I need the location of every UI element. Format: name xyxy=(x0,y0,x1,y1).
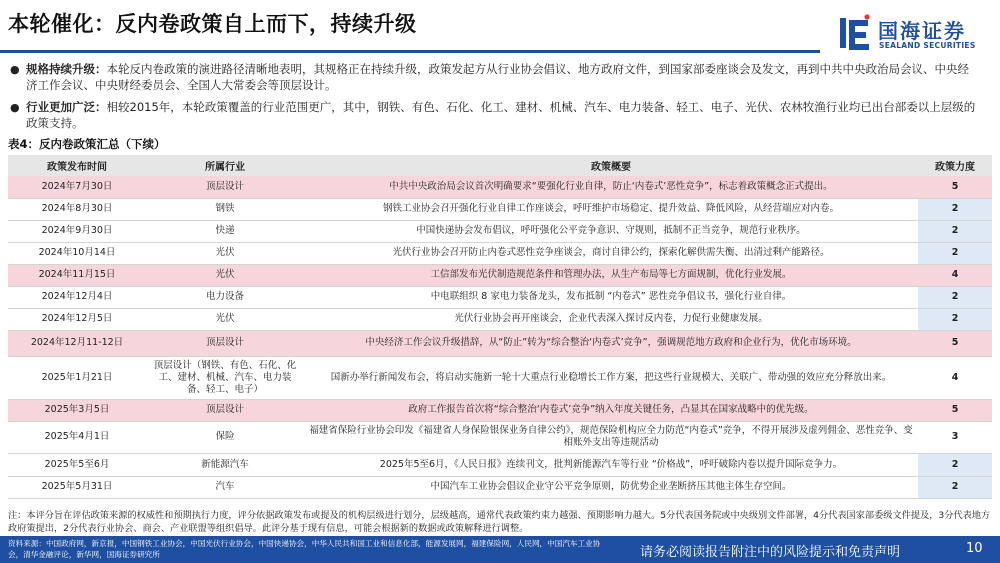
footer-bar xyxy=(0,536,1000,563)
cell-summary: 中国汽车工业协会倡议企业守公平竞争原则，防优势企业垄断挤压其他主体生存空间。 xyxy=(304,476,918,498)
logo-cn-text: 国海证券 xyxy=(878,19,966,43)
header-date: 政策发布时间 xyxy=(8,155,146,176)
cell-date: 2025年1月21日 xyxy=(8,356,146,399)
table-header-row xyxy=(8,155,992,176)
cell-date: 2024年12月5日 xyxy=(8,308,146,330)
cell-summary: 中央经济工作会议升级措辞，从“防止”转为“综合整治‘内卷式’竞争”，强调规范地方政府和企业行为，优化市场环境。 xyxy=(304,330,918,356)
cell-summary: 中国快递协会发布倡议，呼吁强化公平竞争意识、守规则，抵制不正当竞争，规范行业秩序。 xyxy=(304,220,918,242)
cell-date: 2024年12月11-12日 xyxy=(8,330,146,356)
table-row xyxy=(8,453,992,476)
page-number: 10 xyxy=(966,541,983,556)
cell-level: 2 xyxy=(918,242,992,264)
header-level: 政策力度 xyxy=(918,155,992,176)
cell-summary: 福建省保险行业协会印发《福建省人身保险银保业务自律公约》，规范保险机构应全力防范“内卷式”竞争，不得开展涉及虚列佣金、恶性竞争、变相账外支出等违规活动 xyxy=(304,421,918,453)
company-logo xyxy=(838,14,994,56)
table-row xyxy=(8,330,992,356)
cell-summary: 光伏行业协会召开防止内卷式恶性竞争座谈会，商讨自律公约，探索化解供需失衡、出清过剩产能路径。 xyxy=(304,242,918,264)
cell-industry: 顶层设计 xyxy=(146,399,304,421)
cell-level: 2 xyxy=(918,286,992,308)
cell-industry: 汽车 xyxy=(146,476,304,498)
cell-date: 2024年10月14日 xyxy=(8,242,146,264)
bullet-dot-icon: ● xyxy=(10,63,20,76)
cell-level: 5 xyxy=(918,330,992,356)
cell-summary: 2025年5至6月，《人民日报》连续刊文，批判新能源汽车等行业 “价格战”，呼吁破除内卷以提升国际竞争力。 xyxy=(304,453,918,476)
cell-industry: 顶层设计 xyxy=(146,176,304,198)
cell-summary: 国新办举行新闻发布会，将启动实施新一轮十大重点行业稳增长工作方案，把这些行业规模大、关联广、带动强的效应充分释放出来。 xyxy=(304,356,918,399)
bullet-dot-icon: ● xyxy=(10,101,20,114)
cell-level: 2 xyxy=(918,476,992,498)
cell-industry: 新能源汽车 xyxy=(146,453,304,476)
header-summary: 政策概要 xyxy=(304,155,918,176)
cell-level: 2 xyxy=(918,198,992,220)
cell-level: 4 xyxy=(918,264,992,286)
cell-date: 2025年5月31日 xyxy=(8,476,146,498)
cell-date: 2024年11月15日 xyxy=(8,264,146,286)
cell-level: 3 xyxy=(918,421,992,453)
cell-industry: 保险 xyxy=(146,421,304,453)
table-row xyxy=(8,476,992,498)
header-industry: 所属行业 xyxy=(146,155,304,176)
cell-summary: 政府工作报告首次将“综合整治‘内卷式’竞争”纳入年度关键任务，凸显其在国家战略中的优先级。 xyxy=(304,399,918,421)
cell-date: 2024年7月30日 xyxy=(8,176,146,198)
table-row xyxy=(8,220,992,242)
cell-industry: 光伏 xyxy=(146,308,304,330)
cell-date: 2024年8月30日 xyxy=(8,198,146,220)
footer-sources: 资料来源：中国政府网，新京报，中国钢铁工业协会，中国光伏行业协会，中国快递协会，中华人民共和国工业和信息化部，能源发展网，福建保险网，人民网，中国汽车工业协会，清华金融评论，新华网，国海证券研究所 xyxy=(8,539,601,559)
table-row xyxy=(8,198,992,220)
cell-industry: 光伏 xyxy=(146,264,304,286)
cell-date: 2024年12月4日 xyxy=(8,286,146,308)
cell-summary: 光伏行业协会再开座谈会，企业代表深入探讨反内卷，力促行业健康发展。 xyxy=(304,308,918,330)
cell-date: 2024年9月30日 xyxy=(8,220,146,242)
cell-industry: 顶层设计 xyxy=(146,330,304,356)
table-note: 注：本评分旨在评估政策来源的权威性和预期执行力度，评分依据政策发布或提及的机构层级进行划分，层级越高，通常代表政策约束力越强、预期影响力越大。5分代表国务院或中央级别文件部署，4分代表国家部委级文件提及，3分代表地方政府策提出，2分代表行业协会、商会、产业联盟等组织倡导。此评分基于现有信息，可能会根据新的数据或政策解释进行调整。 xyxy=(8,510,991,534)
logo-en-text: SEALAND SECURITIES xyxy=(879,41,976,50)
table-row xyxy=(8,308,992,330)
title-divider xyxy=(0,50,820,53)
cell-level: 2 xyxy=(918,308,992,330)
cell-level: 2 xyxy=(918,453,992,476)
cell-level: 4 xyxy=(918,356,992,399)
cell-date: 2025年5至6月 xyxy=(8,453,146,476)
sealand-logo-icon xyxy=(838,14,872,52)
table-row xyxy=(8,242,992,264)
table-row xyxy=(8,264,992,286)
cell-level: 5 xyxy=(918,399,992,421)
table-row xyxy=(8,399,992,421)
table-row xyxy=(8,176,992,198)
cell-industry: 顶层设计（钢铁、有色、石化、化工、建材、机械、汽车、电力装备、轻工、电子） xyxy=(146,356,304,399)
cell-industry: 电力设备 xyxy=(146,286,304,308)
cell-summary: 钢铁工业协会召开强化行业自律工作座谈会，呼吁维护市场稳定、提升效益、降低风险，从经营端应对内卷。 xyxy=(304,198,918,220)
bullet-text: 本轮反内卷政策的演进路径清晰地表明，其规格正在持续升级，政策发起方从行业协会倡议、地方政府文件，到国家部委座谈会及发文，再到中共中央政治局会议、中央经济工作会议、中央财经委员会、全国人大常委会等顶层设计。 xyxy=(26,62,969,92)
policy-table xyxy=(8,155,992,499)
cell-date: 2025年4月1日 xyxy=(8,421,146,453)
page-title: 本轮催化：反内卷政策自上而下，持续升级 xyxy=(8,12,417,36)
cell-date: 2025年3月5日 xyxy=(8,399,146,421)
bullet-lead: 规格持续升级： xyxy=(26,62,107,76)
cell-level: 5 xyxy=(918,176,992,198)
table-title: 表4：反内卷政策汇总（下续） xyxy=(8,137,166,151)
cell-industry: 快递 xyxy=(146,220,304,242)
cell-summary: 中电联组织 8 家电力装备龙头，发布抵制 “内卷式” 恶性竞争倡议书，强化行业自律。 xyxy=(304,286,918,308)
table-row xyxy=(8,356,992,399)
footer-disclaimer: 请务必阅读报告附注中的风险提示和免责声明 xyxy=(640,545,901,560)
cell-industry: 光伏 xyxy=(146,242,304,264)
cell-level: 2 xyxy=(918,220,992,242)
bullet-spec-upgrade xyxy=(10,62,978,93)
cell-summary: 工信部发布光伏制造规范条件和管理办法，从生产布局等七方面规制，优化行业发展。 xyxy=(304,264,918,286)
table-row xyxy=(8,286,992,308)
table-row xyxy=(8,421,992,453)
cell-industry: 钢铁 xyxy=(146,198,304,220)
bullet-lead: 行业更加广泛： xyxy=(26,100,107,114)
cell-summary: 中共中央政治局会议首次明确要求“要强化行业自律，防止‘内卷式’恶性竞争”，标志着政策概念正式提出。 xyxy=(304,176,918,198)
bullet-text: 相较2015年，本轮政策覆盖的行业范围更广，其中，钢铁、有色、石化、化工、建材、机械、汽车、电力装备、轻工、电子、光伏、农林牧渔行业均已出台部委以上层级的政策支持。 xyxy=(26,100,976,130)
bullet-industry-scope xyxy=(10,100,978,131)
